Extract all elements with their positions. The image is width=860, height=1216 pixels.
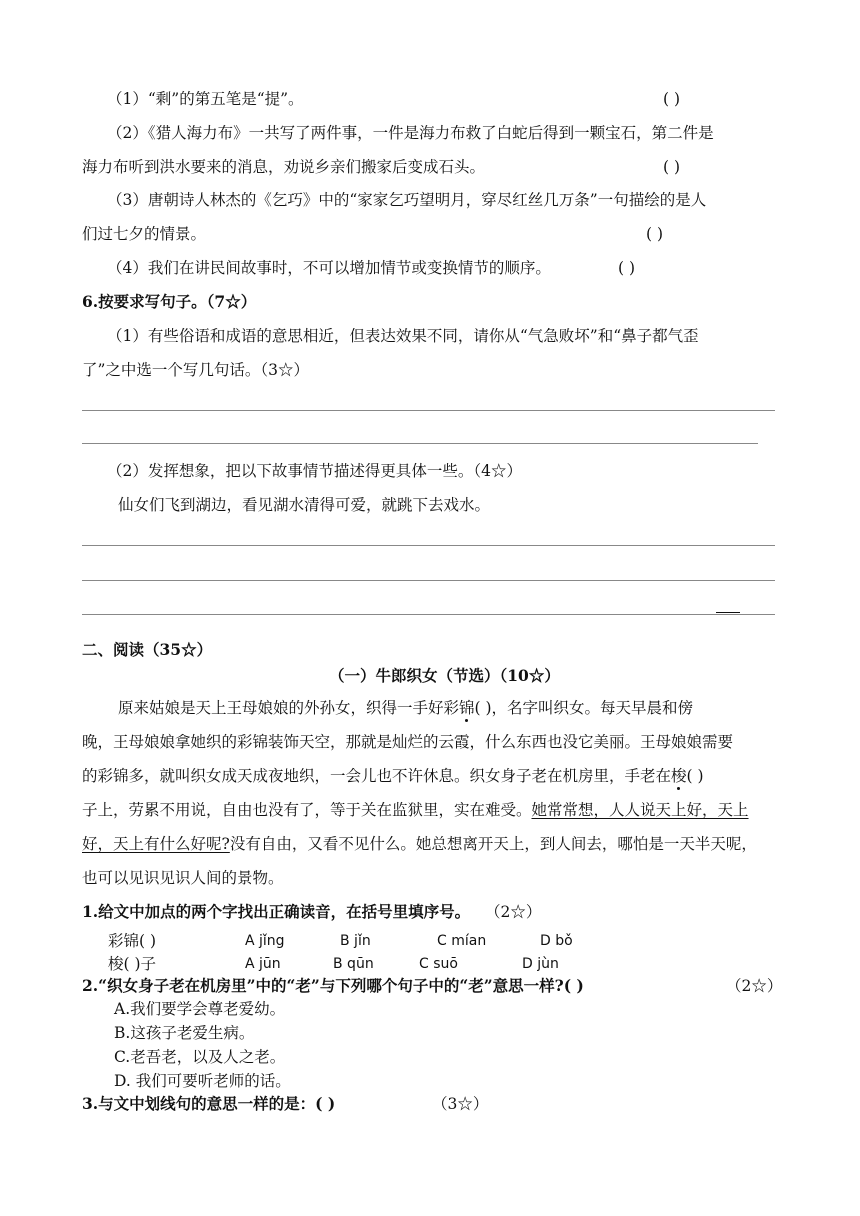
q2-score: （2☆） <box>726 977 783 995</box>
q1-row2-label[interactable]: 梭( )子 <box>108 955 157 973</box>
section-heading-reading: 二、阅读（35☆） <box>82 640 213 659</box>
dotted-char-jin: 锦 <box>459 699 475 717</box>
q2-title: 2.“织女身子老在机房里”中的“老”与下列哪个句子中的“老”意思一样?( ) <box>82 976 584 995</box>
q2-option-d[interactable]: D. 我们可要听老师的话。 <box>114 1072 291 1090</box>
underlined-sentence: 她常常想，人人说天上好，天上 <box>531 801 749 819</box>
q1-score: （2☆） <box>485 903 542 921</box>
q5-item-2-line-2: 海力布听到洪水要来的消息，劝说乡亲们搬家后变成石头。 <box>82 158 486 176</box>
q1-row1-option-a[interactable]: A jǐng <box>245 933 285 949</box>
q5-item-4: （4）我们在讲民间故事时，不可以增加情节或变换情节的顺序。 <box>107 259 551 277</box>
q5-item-4-paren[interactable]: ( ) <box>618 259 636 277</box>
dotted-char-suo: 梭 <box>671 767 687 785</box>
q5-item-2-line-1: （2）《猎人海力布》一共写了两件事，一件是海力布救了白蛇后得到一颗宝石，第二件是 <box>107 124 714 142</box>
q3-title: 3.与文中划线句的意思一样的是：( ) <box>82 1094 336 1113</box>
passage-line-1: 原来姑娘是天上王母娘娘的外孙女，织得一手好彩锦( )，名字叫织女。每天早晨和傍 <box>118 699 694 717</box>
q1-row1-option-d[interactable]: D bǒ <box>540 933 573 949</box>
answer-line[interactable] <box>82 410 775 411</box>
passage-title: （一）牛郎织女（节选）（10☆） <box>329 666 560 685</box>
q2-option-c[interactable]: C.老吾老，以及人之老。 <box>114 1048 286 1066</box>
q6-sub2: （2）发挥想象，把以下故事情节描述得更具体一些。（4☆） <box>107 462 522 480</box>
q5-item-3-line-1: （3）唐朝诗人林杰的《乞巧》中的“家家乞巧望明月，穿尽红丝几万条”一句描绘的是人 <box>107 191 707 209</box>
q1-row2-option-a[interactable]: A jūn <box>245 956 281 972</box>
answer-line[interactable] <box>82 580 775 581</box>
q1-title: 1.给文中加点的两个字找出正确读音，在括号里填序号。 <box>82 902 471 921</box>
passage-line-2: 晚，王母娘娘拿她织的彩锦装饰天空，那就是灿烂的云霞，什么东西也没它美丽。王母娘娘需要 <box>82 733 734 751</box>
q1-row2-option-d[interactable]: D jùn <box>522 956 559 972</box>
answer-line[interactable] <box>82 614 775 615</box>
q6-sub2-prompt: 仙女们飞到湖边，看见湖水清得可爱，就跳下去戏水。 <box>118 496 491 514</box>
q5-item-1-paren[interactable]: ( ) <box>663 90 681 108</box>
q1-row1-option-c[interactable]: C mían <box>437 933 487 949</box>
q6-sub1-line-1: （1）有些俗语和成语的意思相近，但表达效果不同，请你从“气急败坏”和“鼻子都气歪 <box>107 327 699 345</box>
q5-item-1: （1）“剩”的第五笔是“提”。 <box>107 90 304 108</box>
q1-row2-option-b[interactable]: B qūn <box>333 956 374 972</box>
q3-score: （3☆） <box>432 1095 489 1113</box>
q1-row1-option-b[interactable]: B jǐn <box>340 933 371 949</box>
underlined-sentence: 好，天上有什么好呢? <box>82 835 230 853</box>
q1-row2-option-c[interactable]: C suō <box>419 956 458 972</box>
passage-line-4: 子上，劳累不用说，自由也没有了，等于关在监狱里，实在难受。她常常想，人人说天上好，天上 <box>82 801 749 819</box>
passage-line-5: 好，天上有什么好呢?没有自由，又看不见什么。她总想离开天上，到人间去，哪怕是一天半天呢， <box>82 835 757 853</box>
q5-item-2-paren[interactable]: ( ) <box>663 158 681 176</box>
dash-mark <box>716 612 740 613</box>
q5-item-3-line-2: 们过七夕的情景。 <box>82 225 207 243</box>
answer-line[interactable] <box>82 545 775 546</box>
q2-option-b[interactable]: B.这孩子老爱生病。 <box>114 1024 255 1042</box>
q1-row1-label[interactable]: 彩锦( ) <box>108 932 157 950</box>
passage-line-6: 也可以见识见识人间的景物。 <box>82 869 284 887</box>
q2-option-a[interactable]: A.我们要学会尊老爱幼。 <box>114 1000 286 1018</box>
passage-line-3: 的彩锦多，就叫织女成天成夜地织，一会儿也不许休息。织女身子老在机房里，手老在梭( ) <box>82 767 704 785</box>
q6-sub1-line-2: 了”之中选一个写几句话。（3☆） <box>82 361 310 379</box>
q5-item-3-paren[interactable]: ( ) <box>646 225 664 243</box>
answer-line[interactable] <box>82 443 758 444</box>
q6-title: 6.按要求写句子。（7☆） <box>82 292 257 311</box>
